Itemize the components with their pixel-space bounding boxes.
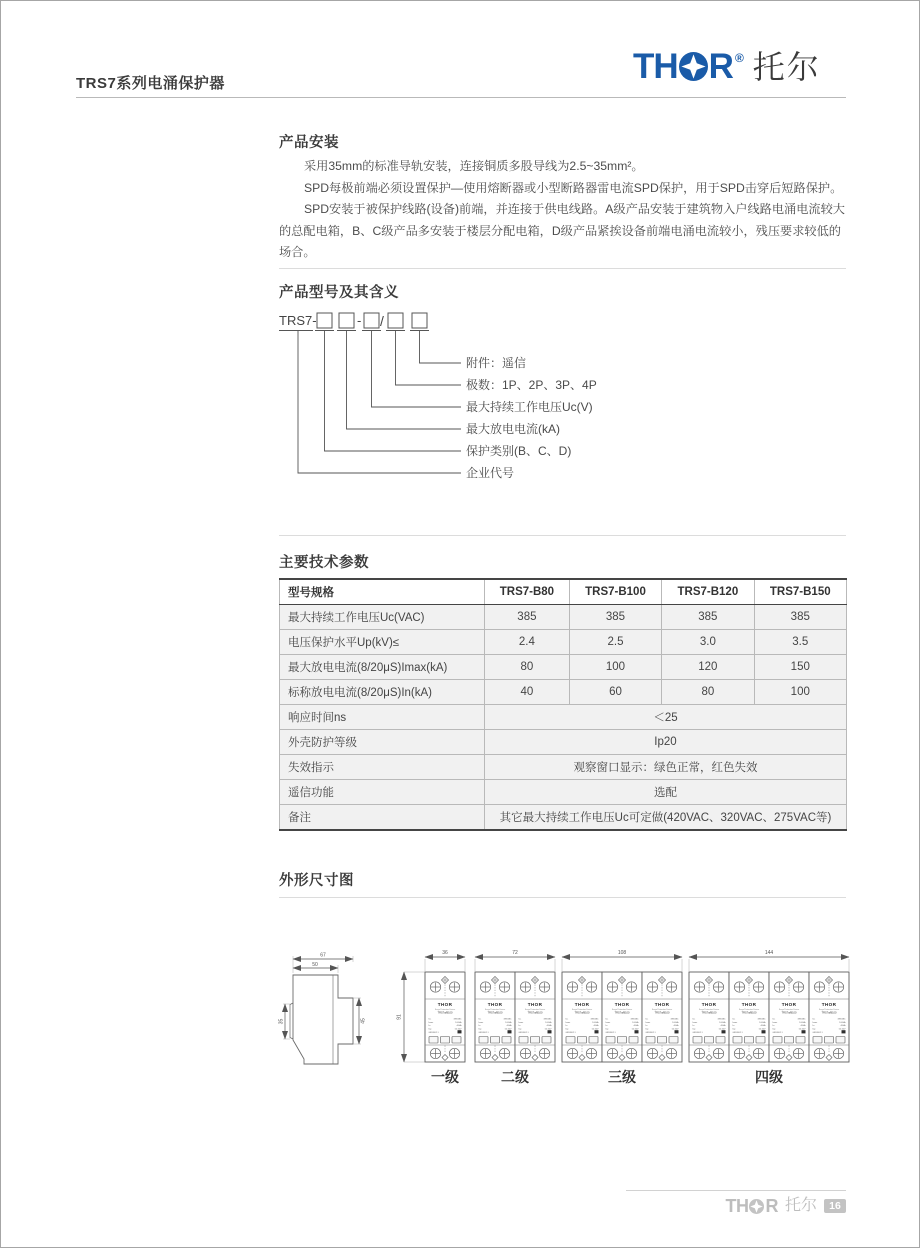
install-paragraph: 采用35mm的标准导轨安装，连接铜质多股导线为2.5~35mm²。 bbox=[304, 159, 644, 173]
model-label: 最大持续工作电压Uc(V) bbox=[466, 400, 593, 414]
cell: ＜25 bbox=[485, 705, 847, 730]
cell: 60 bbox=[569, 680, 661, 705]
footer-star-icon bbox=[749, 1199, 764, 1214]
dim-label-35: 35 bbox=[278, 1018, 285, 1025]
table-row bbox=[280, 605, 847, 630]
page-title: TRS7系列电涌保护器 bbox=[76, 75, 225, 92]
dim-label-91: 91 bbox=[396, 1014, 403, 1020]
cell: Ip20 bbox=[485, 730, 847, 755]
column-header: TRS7-B120 bbox=[662, 579, 754, 605]
table-row bbox=[280, 680, 847, 705]
cell: 观察窗口显示：绿色正常，红色失效 bbox=[485, 755, 847, 780]
cell: 150 bbox=[754, 655, 846, 680]
table-row bbox=[280, 655, 847, 680]
footer-brand-letters-left: TH bbox=[725, 1196, 749, 1216]
dim-label-67: 67 bbox=[320, 952, 326, 959]
cell: 385 bbox=[485, 605, 570, 630]
row-label: 标称放电电流(8/20μS)In(kA) bbox=[280, 680, 485, 705]
dim-label-72: 72 bbox=[512, 950, 518, 956]
model-code-dash: - bbox=[357, 313, 362, 328]
brand-name-zh: 托尔 bbox=[752, 48, 821, 85]
dimension-drawings: THOR Surge Protective Device TRS7a/B100 Uc 385VAC Imax 100kA In 40kA Up ≤2.5kV GB18802.1 67 50 35 45 91 36 72 108 144 一级 二级 三级 四级 bbox=[277, 939, 862, 1097]
cell: 其它最大持续工作电压Uc可定做(420VAC、320VAC、275VAC等) bbox=[485, 805, 847, 831]
brand-letters-left: TH bbox=[633, 47, 678, 86]
table-row bbox=[280, 755, 847, 780]
brand-logo bbox=[633, 49, 821, 84]
row-label: 电压保护水平Up(kV)≤ bbox=[280, 630, 485, 655]
side-profile-drawing bbox=[279, 953, 367, 1065]
width-dimensions bbox=[425, 957, 849, 971]
table-row bbox=[280, 630, 847, 655]
group-label-2p: 二级 bbox=[501, 1069, 529, 1085]
cell: 2.5 bbox=[569, 630, 661, 655]
table-header-row bbox=[280, 579, 847, 605]
section-title-params: 主要技术参数 bbox=[279, 555, 369, 571]
model-label: 保护类别(B、C、D) bbox=[466, 444, 572, 458]
model-meaning-diagram bbox=[279, 303, 679, 493]
dim-label-36: 36 bbox=[442, 950, 448, 956]
model-label: 企业代号 bbox=[466, 466, 515, 480]
group-label-1p: 一级 bbox=[431, 1069, 459, 1085]
section-title-install: 产品安装 bbox=[279, 135, 339, 151]
page-number-badge: 16 bbox=[824, 1199, 846, 1213]
dim-label-108: 108 bbox=[617, 950, 627, 956]
group-label-3p: 三级 bbox=[608, 1069, 636, 1085]
table-row bbox=[280, 730, 847, 755]
registered-mark: ® bbox=[734, 50, 743, 65]
row-label: 最大持续工作电压Uc(VAC) bbox=[280, 605, 485, 630]
install-paragraphs bbox=[279, 156, 851, 264]
cell: 120 bbox=[662, 655, 754, 680]
footer-divider bbox=[626, 1190, 846, 1191]
cell: 3.0 bbox=[662, 630, 754, 655]
section-divider bbox=[279, 535, 846, 536]
star-icon bbox=[679, 52, 708, 81]
footer-brand-letters-right: R bbox=[765, 1196, 778, 1216]
row-label: 外壳防护等级 bbox=[280, 730, 485, 755]
cell: 选配 bbox=[485, 780, 847, 805]
footer bbox=[586, 1197, 846, 1215]
footer-brand-zh: 托尔 bbox=[784, 1197, 817, 1214]
section-divider bbox=[279, 268, 846, 269]
section-title-dimensions: 外形尺寸图 bbox=[279, 873, 354, 889]
section-divider bbox=[279, 897, 846, 898]
cell: 385 bbox=[754, 605, 846, 630]
column-header: TRS7-B100 bbox=[569, 579, 661, 605]
cell: 2.4 bbox=[485, 630, 570, 655]
install-paragraph: SPD每极前端必须设置保护—使用熔断器或小型断路器雷电流SPD保护，用于SPD击穿后短路保护。 bbox=[304, 180, 843, 195]
column-header: TRS7-B150 bbox=[754, 579, 846, 605]
install-paragraph: SPD安装于被保护线路(设备)前端，并连接于供电线路。A级产品安装于建筑物入户线路电涌电流较大的总配电箱，B、C级产品多安装于楼层分配电箱，D级产品紧挨设备前端电涌电流较小，残压要求较低的场合。 bbox=[279, 202, 845, 259]
brand-letters-right: R bbox=[708, 47, 733, 86]
cell: 80 bbox=[485, 655, 570, 680]
height-dimension bbox=[397, 972, 426, 1062]
model-code-slash: / bbox=[380, 313, 384, 329]
row-label: 最大放电电流(8/20μS)Imax(kA) bbox=[280, 655, 485, 680]
column-header: 型号规格 bbox=[280, 579, 485, 605]
cell: 385 bbox=[662, 605, 754, 630]
dim-label-144: 144 bbox=[764, 950, 774, 956]
cell: 3.5 bbox=[754, 630, 846, 655]
row-label: 响应时间ns bbox=[280, 705, 485, 730]
model-label: 极数：1P、2P、3P、4P bbox=[466, 378, 597, 392]
dim-label-50: 50 bbox=[312, 962, 318, 968]
cell: 80 bbox=[662, 680, 754, 705]
cell: 100 bbox=[569, 655, 661, 680]
group-label-4p: 四级 bbox=[755, 1069, 783, 1085]
footer-brand-wordmark bbox=[725, 1197, 778, 1215]
row-label: 失效指示 bbox=[280, 755, 485, 780]
cell: 40 bbox=[485, 680, 570, 705]
dim-label-45: 45 bbox=[360, 1018, 367, 1024]
model-code-prefix: TRS7- bbox=[279, 313, 317, 328]
table-row bbox=[280, 705, 847, 730]
table-row bbox=[280, 805, 847, 831]
column-header: TRS7-B80 bbox=[485, 579, 570, 605]
model-label: 最大放电电流(kA) bbox=[466, 422, 560, 436]
table-row bbox=[280, 780, 847, 805]
row-label: 备注 bbox=[280, 805, 485, 831]
row-label: 遥信功能 bbox=[280, 780, 485, 805]
specs-table bbox=[279, 578, 847, 831]
brand-wordmark bbox=[633, 49, 743, 84]
spd-front-views bbox=[425, 972, 849, 1062]
cell: 100 bbox=[754, 680, 846, 705]
section-title-model: 产品型号及其含义 bbox=[279, 285, 399, 301]
model-label: 附件：遥信 bbox=[466, 356, 527, 370]
header-divider bbox=[76, 97, 846, 98]
cell: 385 bbox=[569, 605, 661, 630]
